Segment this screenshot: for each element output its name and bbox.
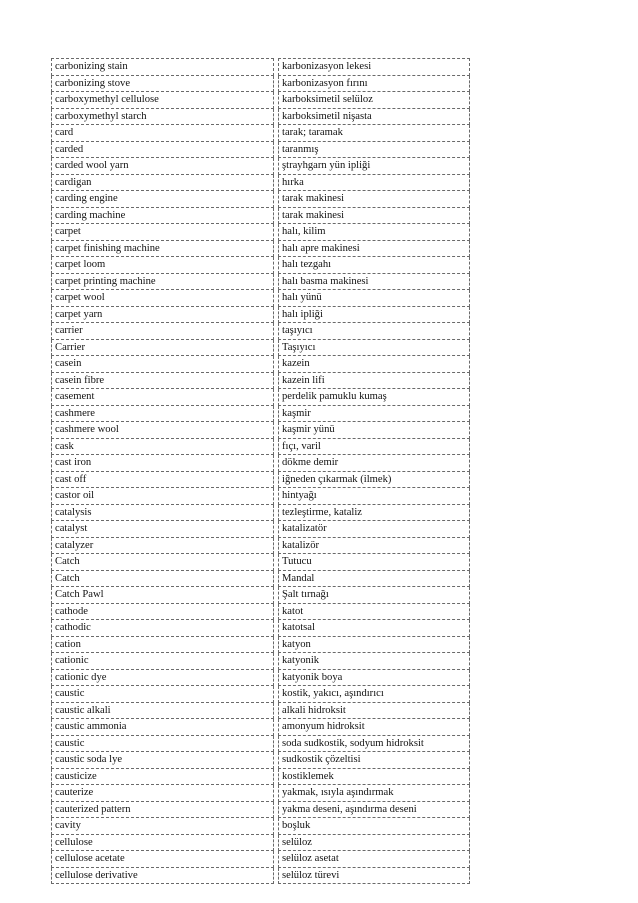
turkish-translation: katalizatör bbox=[279, 521, 470, 538]
turkish-translation: halı apre makinesi bbox=[279, 240, 470, 257]
turkish-translation: halı tezgahı bbox=[279, 257, 470, 274]
glossary-row bbox=[52, 719, 470, 736]
turkish-translation: Tutucu bbox=[279, 554, 470, 571]
english-term: cardigan bbox=[52, 174, 274, 191]
glossary-row bbox=[52, 554, 470, 571]
turkish-translation: amonyum hidroksit bbox=[279, 719, 470, 736]
english-term: causticize bbox=[52, 768, 274, 785]
turkish-translation: tezleştirme, kataliz bbox=[279, 504, 470, 521]
glossary-row bbox=[52, 240, 470, 257]
english-term: carbonizing stove bbox=[52, 75, 274, 92]
english-term: Catch bbox=[52, 570, 274, 587]
english-term: carding machine bbox=[52, 207, 274, 224]
glossary-row bbox=[52, 125, 470, 142]
english-term: castor oil bbox=[52, 488, 274, 505]
glossary-row bbox=[52, 537, 470, 554]
glossary-row bbox=[52, 735, 470, 752]
english-term: carpet wool bbox=[52, 290, 274, 307]
english-term: cast off bbox=[52, 471, 274, 488]
glossary-row bbox=[52, 422, 470, 439]
glossary-row bbox=[52, 59, 470, 76]
glossary-row bbox=[52, 752, 470, 769]
glossary-row bbox=[52, 653, 470, 670]
turkish-translation: kostiklemek bbox=[279, 768, 470, 785]
turkish-translation: karboksimetil selüloz bbox=[279, 92, 470, 109]
turkish-translation: tarak makinesi bbox=[279, 207, 470, 224]
english-term: cauterize bbox=[52, 785, 274, 802]
english-term: cavity bbox=[52, 818, 274, 835]
glossary-row bbox=[52, 686, 470, 703]
english-term: carpet loom bbox=[52, 257, 274, 274]
glossary-table bbox=[51, 58, 470, 884]
glossary-row bbox=[52, 785, 470, 802]
turkish-translation: soda sudkostik, sodyum hidroksit bbox=[279, 735, 470, 752]
glossary-row bbox=[52, 455, 470, 472]
turkish-translation: selüloz bbox=[279, 834, 470, 851]
english-term: card bbox=[52, 125, 274, 142]
turkish-translation: kaşmir bbox=[279, 405, 470, 422]
turkish-translation: ştrayhgarn yün ipliği bbox=[279, 158, 470, 175]
glossary-row bbox=[52, 818, 470, 835]
english-term: catalyzer bbox=[52, 537, 274, 554]
turkish-translation: kaşmir yünü bbox=[279, 422, 470, 439]
turkish-translation: karbonizasyon fırını bbox=[279, 75, 470, 92]
english-term: carpet finishing machine bbox=[52, 240, 274, 257]
glossary-row bbox=[52, 620, 470, 637]
english-term: cationic dye bbox=[52, 669, 274, 686]
turkish-translation: katot bbox=[279, 603, 470, 620]
turkish-translation: katalizör bbox=[279, 537, 470, 554]
turkish-translation: boşluk bbox=[279, 818, 470, 835]
english-term: carboxymethyl starch bbox=[52, 108, 274, 125]
turkish-translation: halı basma makinesi bbox=[279, 273, 470, 290]
glossary-row bbox=[52, 339, 470, 356]
turkish-translation: Şalt tırnağı bbox=[279, 587, 470, 604]
turkish-translation: hintyağı bbox=[279, 488, 470, 505]
english-term: cathode bbox=[52, 603, 274, 620]
english-term: catalyst bbox=[52, 521, 274, 538]
english-term: cation bbox=[52, 636, 274, 653]
glossary-row bbox=[52, 438, 470, 455]
english-term: cask bbox=[52, 438, 274, 455]
glossary-row bbox=[52, 273, 470, 290]
english-term: Catch Pawl bbox=[52, 587, 274, 604]
turkish-translation: kostik, yakıcı, aşındırıcı bbox=[279, 686, 470, 703]
glossary-row bbox=[52, 867, 470, 884]
english-term: caustic ammonia bbox=[52, 719, 274, 736]
glossary-row bbox=[52, 224, 470, 241]
turkish-translation: kazein bbox=[279, 356, 470, 373]
turkish-translation: taşıyıcı bbox=[279, 323, 470, 340]
glossary-row bbox=[52, 92, 470, 109]
english-term: cellulose acetate bbox=[52, 851, 274, 868]
glossary-row bbox=[52, 834, 470, 851]
glossary-row bbox=[52, 405, 470, 422]
glossary-row bbox=[52, 389, 470, 406]
english-term: cashmere wool bbox=[52, 422, 274, 439]
english-term: carpet printing machine bbox=[52, 273, 274, 290]
english-term: carding engine bbox=[52, 191, 274, 208]
glossary-row bbox=[52, 158, 470, 175]
turkish-translation: dökme demir bbox=[279, 455, 470, 472]
turkish-translation: yakmak, ısıyla aşındırmak bbox=[279, 785, 470, 802]
glossary-row bbox=[52, 372, 470, 389]
glossary-row bbox=[52, 587, 470, 604]
glossary-row bbox=[52, 504, 470, 521]
glossary-row bbox=[52, 191, 470, 208]
glossary-row bbox=[52, 356, 470, 373]
english-term: cellulose bbox=[52, 834, 274, 851]
english-term: casement bbox=[52, 389, 274, 406]
english-term: cast iron bbox=[52, 455, 274, 472]
glossary-row bbox=[52, 768, 470, 785]
english-term: Carrier bbox=[52, 339, 274, 356]
turkish-translation: katyonik bbox=[279, 653, 470, 670]
english-term: catalysis bbox=[52, 504, 274, 521]
glossary-row bbox=[52, 471, 470, 488]
english-term: cathodic bbox=[52, 620, 274, 637]
glossary-row bbox=[52, 521, 470, 538]
english-term: carpet yarn bbox=[52, 306, 274, 323]
turkish-translation: alkali hidroksit bbox=[279, 702, 470, 719]
turkish-translation: tarak; taramak bbox=[279, 125, 470, 142]
turkish-translation: taranmış bbox=[279, 141, 470, 158]
turkish-translation: kazein lifi bbox=[279, 372, 470, 389]
english-term: carded bbox=[52, 141, 274, 158]
turkish-translation: tarak makinesi bbox=[279, 191, 470, 208]
glossary-body bbox=[52, 59, 470, 884]
english-term: caustic soda lye bbox=[52, 752, 274, 769]
english-term: caustic alkali bbox=[52, 702, 274, 719]
english-term: carded wool yarn bbox=[52, 158, 274, 175]
turkish-translation: katyonik boya bbox=[279, 669, 470, 686]
english-term: caustic bbox=[52, 735, 274, 752]
glossary-row bbox=[52, 851, 470, 868]
glossary-row bbox=[52, 603, 470, 620]
glossary-row bbox=[52, 108, 470, 125]
turkish-translation: halı ipliği bbox=[279, 306, 470, 323]
turkish-translation: yakma deseni, aşındırma deseni bbox=[279, 801, 470, 818]
turkish-translation: hırka bbox=[279, 174, 470, 191]
turkish-translation: perdelik pamuklu kumaş bbox=[279, 389, 470, 406]
glossary-row bbox=[52, 141, 470, 158]
glossary-row bbox=[52, 306, 470, 323]
glossary-row bbox=[52, 257, 470, 274]
glossary-row bbox=[52, 702, 470, 719]
english-term: cationic bbox=[52, 653, 274, 670]
glossary-row bbox=[52, 75, 470, 92]
glossary-row bbox=[52, 174, 470, 191]
turkish-translation: fıçı, varil bbox=[279, 438, 470, 455]
glossary-row bbox=[52, 488, 470, 505]
english-term: cellulose derivative bbox=[52, 867, 274, 884]
turkish-translation: katyon bbox=[279, 636, 470, 653]
glossary-row bbox=[52, 207, 470, 224]
english-term: Catch bbox=[52, 554, 274, 571]
turkish-translation: halı yünü bbox=[279, 290, 470, 307]
english-term: carpet bbox=[52, 224, 274, 241]
english-term: casein bbox=[52, 356, 274, 373]
turkish-translation: iğneden çıkarmak (ilmek) bbox=[279, 471, 470, 488]
turkish-translation: halı, kilim bbox=[279, 224, 470, 241]
turkish-translation: selüloz türevi bbox=[279, 867, 470, 884]
turkish-translation: karbonizasyon lekesi bbox=[279, 59, 470, 76]
turkish-translation: sudkostik çözeltisi bbox=[279, 752, 470, 769]
english-term: carbonizing stain bbox=[52, 59, 274, 76]
glossary-row bbox=[52, 669, 470, 686]
english-term: carrier bbox=[52, 323, 274, 340]
turkish-translation: Mandal bbox=[279, 570, 470, 587]
english-term: casein fibre bbox=[52, 372, 274, 389]
turkish-translation: selüloz asetat bbox=[279, 851, 470, 868]
english-term: caustic bbox=[52, 686, 274, 703]
glossary-row bbox=[52, 636, 470, 653]
turkish-translation: karboksimetil nişasta bbox=[279, 108, 470, 125]
english-term: cauterized pattern bbox=[52, 801, 274, 818]
glossary-row bbox=[52, 290, 470, 307]
english-term: cashmere bbox=[52, 405, 274, 422]
glossary-row bbox=[52, 801, 470, 818]
english-term: carboxymethyl cellulose bbox=[52, 92, 274, 109]
turkish-translation: Taşıyıcı bbox=[279, 339, 470, 356]
glossary-row bbox=[52, 570, 470, 587]
turkish-translation: katotsal bbox=[279, 620, 470, 637]
glossary-row bbox=[52, 323, 470, 340]
